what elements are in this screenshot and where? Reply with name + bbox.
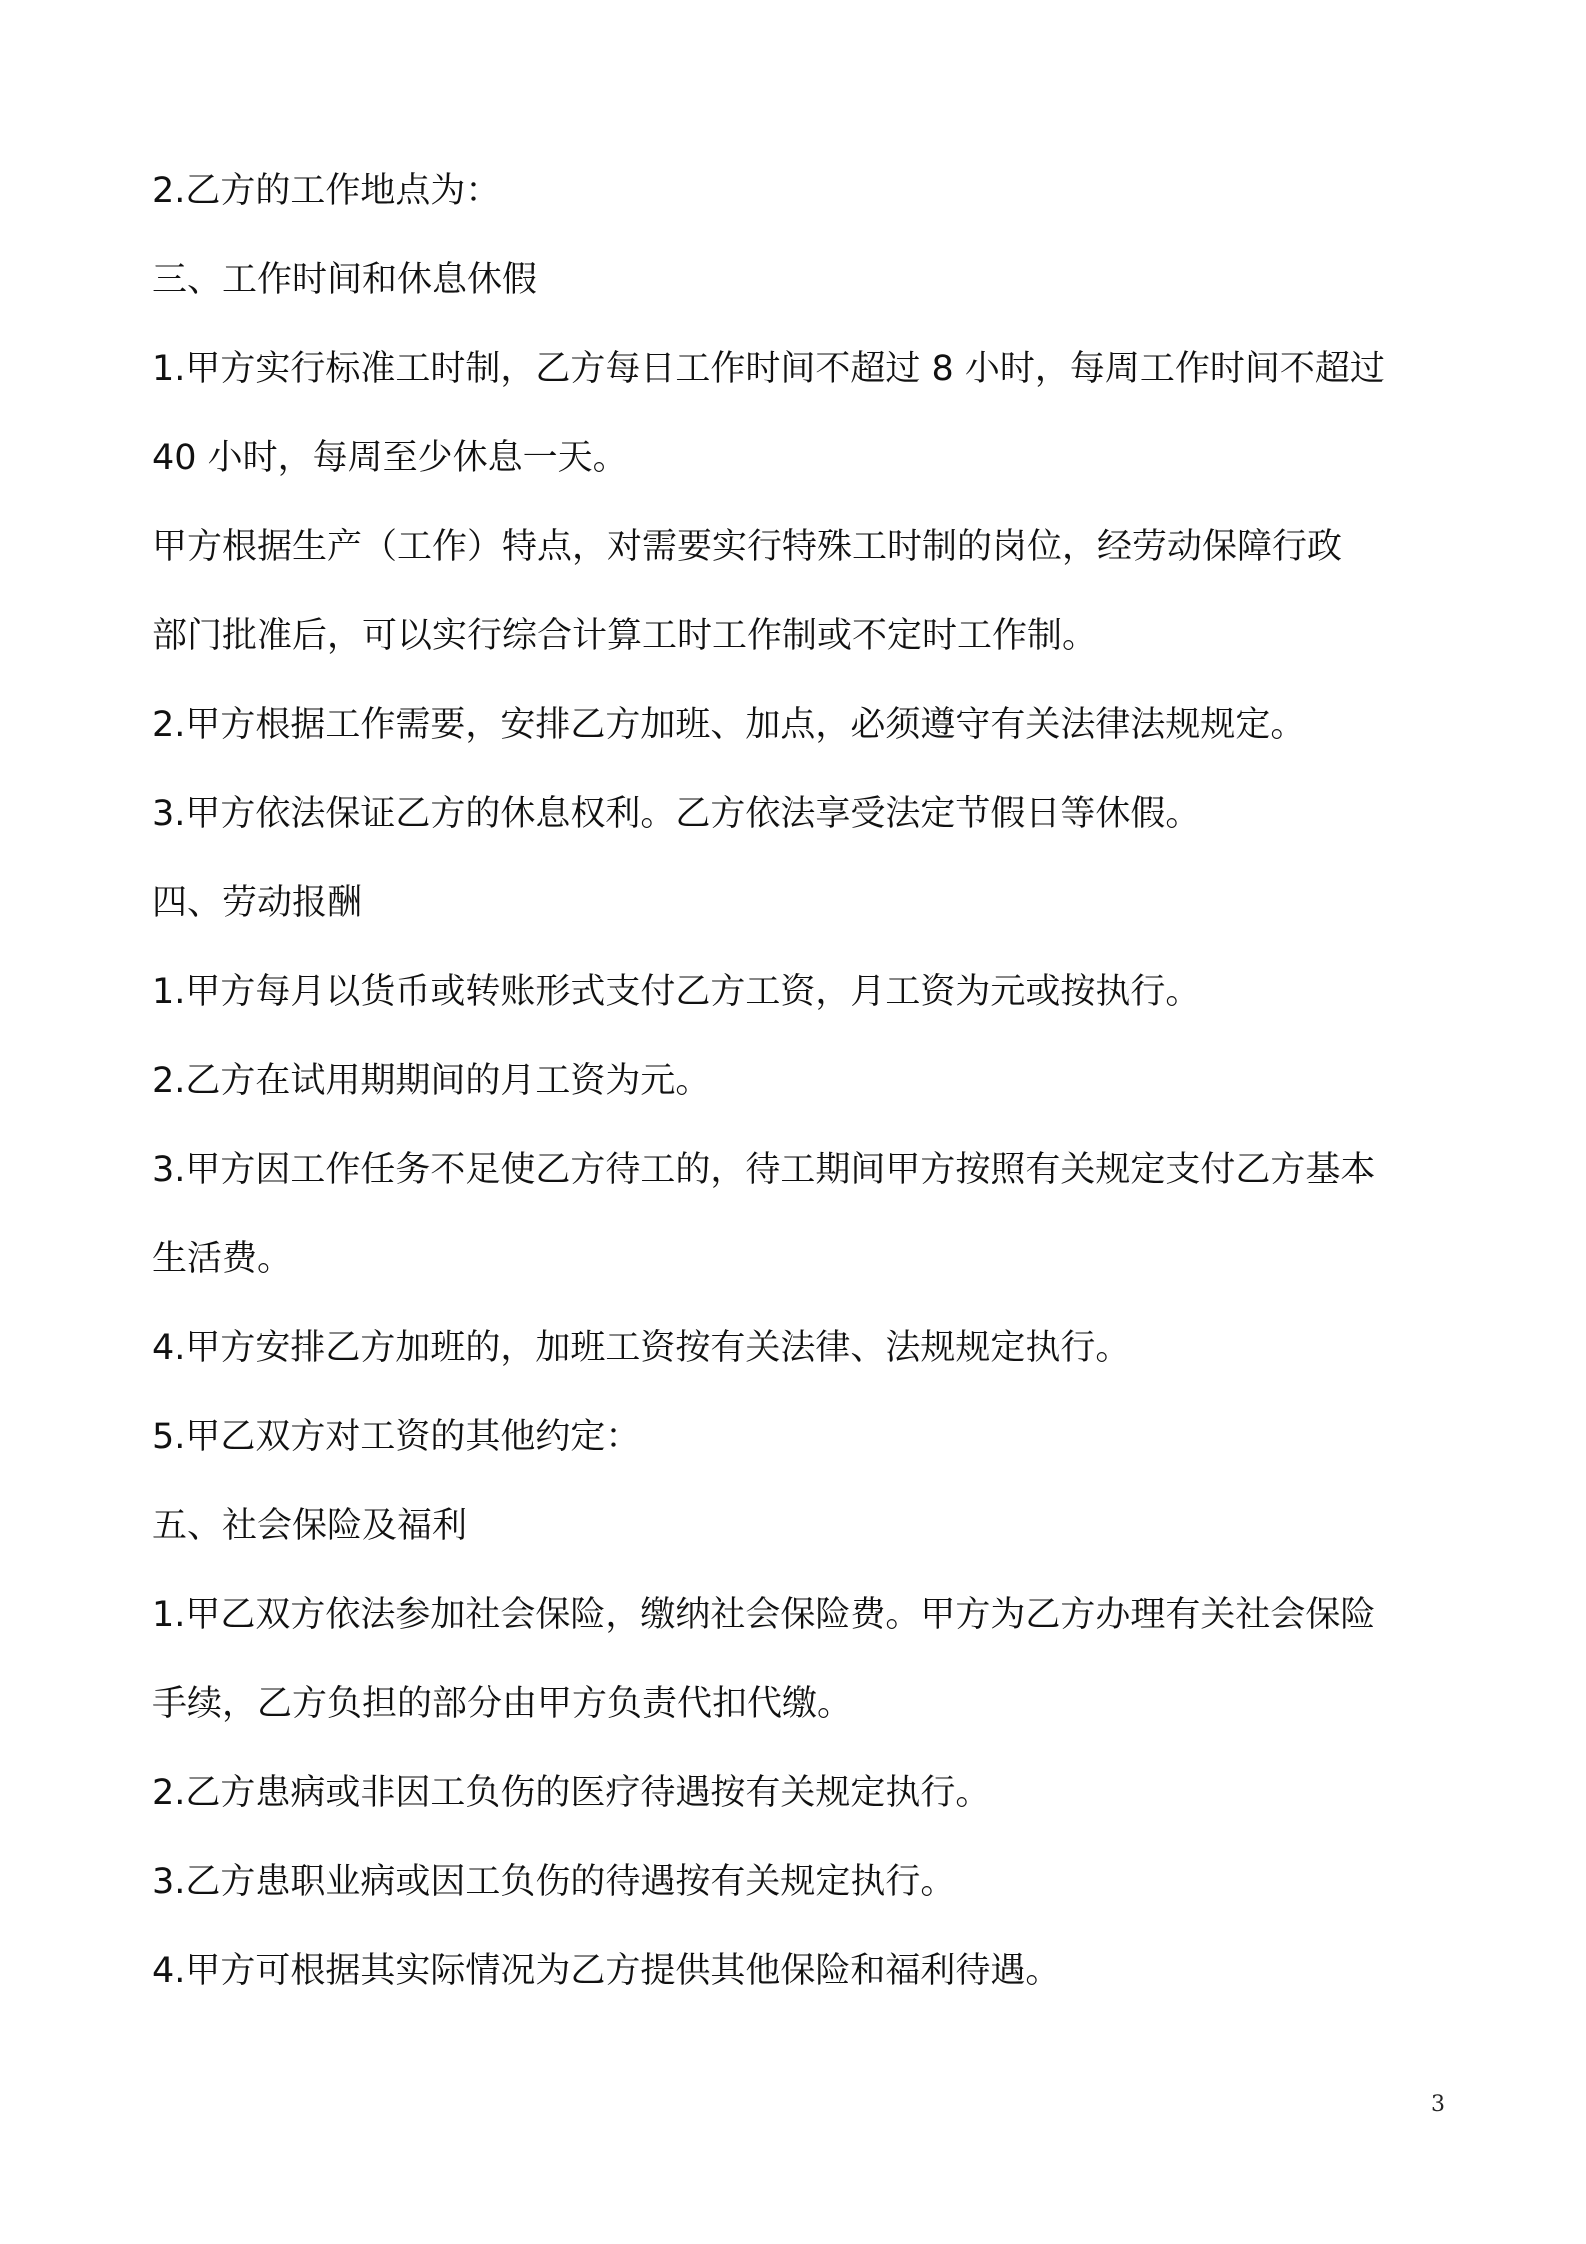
paragraph-line: 手续，乙方负担的部分由甲方负责代扣代缴。 [152, 1684, 853, 1724]
paragraph-line: 2.乙方在试用期期间的月工资为元。 [152, 1061, 711, 1101]
paragraph-line: 1.甲方实行标准工时制，乙方每日工作时间不超过 8 小时，每周工作时间不超过 [152, 349, 1385, 389]
paragraph-line: 2.甲方根据工作需要，安排乙方加班、加点，必须遵守有关法律法规规定。 [152, 705, 1306, 745]
paragraph-line: 3.甲方依法保证乙方的休息权利。乙方依法享受法定节假日等休假。 [152, 794, 1201, 834]
paragraph-line: 40 小时，每周至少休息一天。 [152, 438, 628, 478]
paragraph-line: 1.甲方每月以货币或转账形式支付乙方工资，月工资为元或按执行。 [152, 972, 1201, 1012]
paragraph-line: 4.甲方可根据其实际情况为乙方提供其他保险和福利待遇。 [152, 1951, 1061, 1991]
work-location-line: 2.乙方的工作地点为： [152, 171, 501, 211]
paragraph-line: 4.甲方安排乙方加班的，加班工资按有关法律、法规规定执行。 [152, 1328, 1131, 1368]
paragraph-line: 部门批准后，可以实行综合计算工时工作制或不定时工作制。 [152, 616, 1098, 656]
page-number: 3 [1431, 2092, 1445, 2117]
section-heading-remuneration: 四、劳动报酬 [152, 883, 363, 923]
document-body [152, 155, 1452, 2024]
paragraph-line: 5.甲乙双方对工资的其他约定： [152, 1417, 641, 1457]
paragraph-line: 生活费。 [152, 1239, 293, 1279]
paragraph-line: 3.乙方患职业病或因工负伤的待遇按有关规定执行。 [152, 1862, 956, 1902]
paragraph-line: 3.甲方因工作任务不足使乙方待工的，待工期间甲方按照有关规定支付乙方基本 [152, 1150, 1376, 1190]
paragraph-line: 2.乙方患病或非因工负伤的医疗待遇按有关规定执行。 [152, 1773, 991, 1813]
section-heading-social-insurance: 五、社会保险及福利 [152, 1506, 468, 1546]
section-heading-working-hours: 三、工作时间和休息休假 [152, 260, 538, 300]
paragraph-line: 甲方根据生产（工作）特点，对需要实行特殊工时制的岗位，经劳动保障行政 [152, 527, 1343, 567]
paragraph-line: 1.甲乙双方依法参加社会保险，缴纳社会保险费。甲方为乙方办理有关社会保险 [152, 1595, 1376, 1635]
